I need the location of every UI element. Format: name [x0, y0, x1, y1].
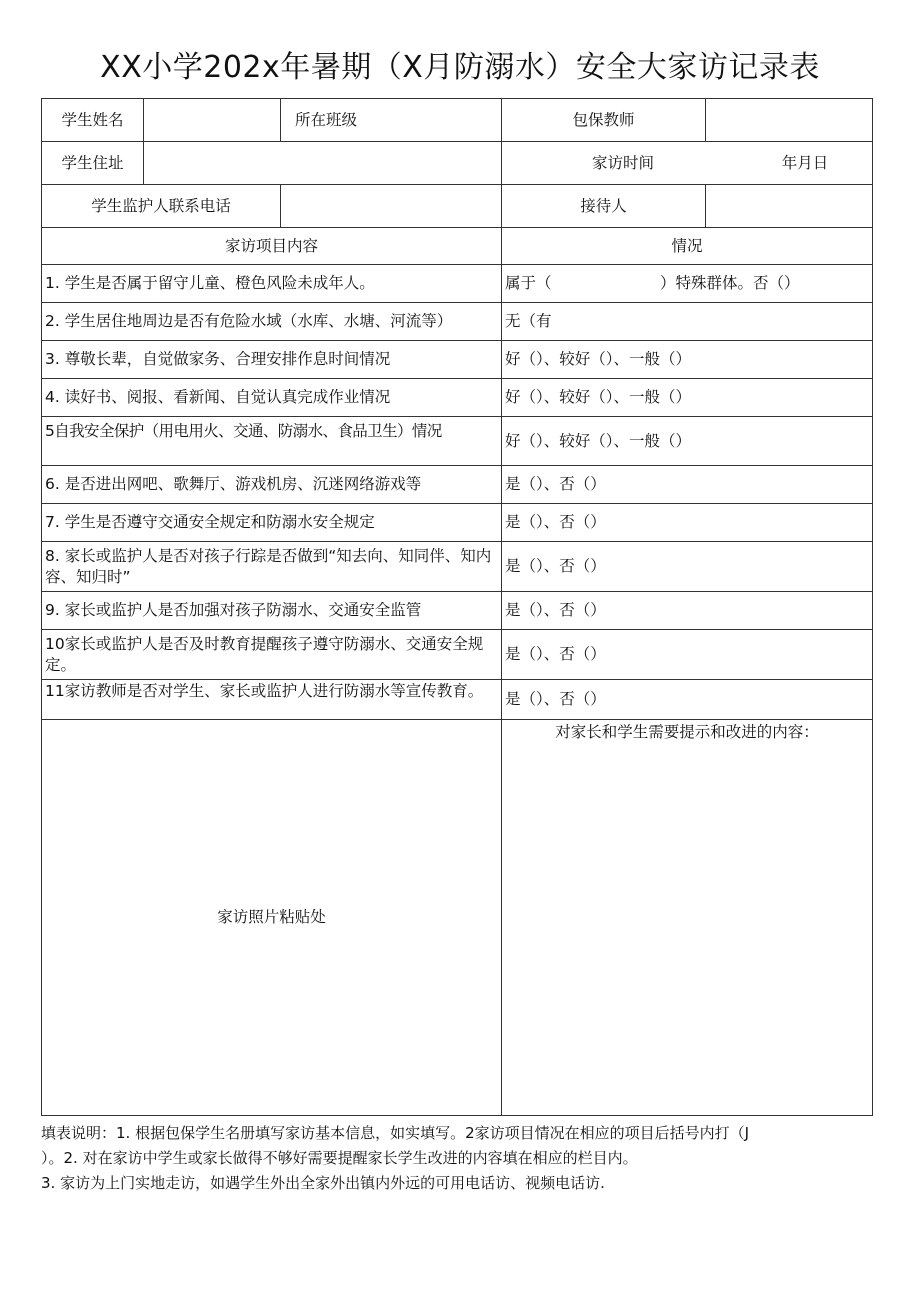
receiver-field[interactable] [706, 185, 873, 228]
item-status[interactable]: 无（有 [502, 303, 873, 341]
improvement-notes-area[interactable]: 对家长和学生需要提示和改进的内容： [502, 720, 873, 1116]
items-header-row [42, 228, 873, 265]
item-status[interactable]: 是（）、否（） [502, 542, 873, 592]
item-status[interactable]: 是（）、否（） [502, 592, 873, 630]
item-content: 5自我安全保护（用电用火、交通、防溺水、食品卫生）情况 [42, 417, 502, 466]
photo-paste-area[interactable]: 家访照片粘贴处 [42, 720, 502, 1116]
item-content: 10家长或监护人是否及时教育提醒孩子遵守防溺水、交通安全规定。 [42, 630, 502, 680]
receiver-label: 接待人 [502, 185, 706, 228]
guardian-phone-label: 学生监护人联系电话 [42, 185, 281, 228]
item-status[interactable]: 是（）、否（） [502, 504, 873, 542]
student-name-label: 学生姓名 [42, 99, 144, 142]
address-label: 学生住址 [42, 142, 144, 185]
item-row [42, 630, 873, 680]
item-content: 1. 学生是否属于留守儿童、橙色风险未成年人。 [42, 265, 502, 303]
header-row-3 [42, 185, 873, 228]
item-row [42, 265, 873, 303]
item-row [42, 680, 873, 720]
header-row-2 [42, 142, 873, 185]
class-label: 所在班级 [281, 99, 502, 142]
address-field[interactable] [144, 142, 502, 185]
item-row [42, 303, 873, 341]
item-status[interactable]: 好（）、较好（）、一般（） [502, 341, 873, 379]
item-row [42, 504, 873, 542]
item-status[interactable]: 是（）、否（） [502, 466, 873, 504]
item-row [42, 341, 873, 379]
item-status[interactable]: 属于（ ）特殊群体。否（） [502, 265, 873, 303]
visit-time-cell[interactable] [502, 142, 873, 185]
item-content-text: 11家访教师是否对学生、家长或监护人进行防溺水等宣传教育。 [45, 682, 484, 700]
item-status[interactable]: 好（）、较好（）、一般（） [502, 379, 873, 417]
item-content: 9. 家长或监护人是否加强对孩子防溺水、交通安全监管 [42, 592, 502, 630]
item-row [42, 379, 873, 417]
item-row [42, 466, 873, 504]
header-row-1 [42, 99, 873, 142]
item-row [42, 417, 873, 466]
instruction-line: 填表说明：1. 根据包保学生名册填写家访基本信息，如实填写。2家访项目情况在相应的项目后括号内打（J [41, 1124, 750, 1142]
item-row [42, 542, 873, 592]
instruction-line: 3. 家访为上门实地走访，如遇学生外出全家外出镇内外远的可用电话访、视频电话访. [41, 1174, 605, 1192]
item-content: 2. 学生居住地周边是否有危险水域（水库、水塘、河流等） [42, 303, 502, 341]
page-title: XX小学202x年暑期（X月防溺水）安全大家访记录表 [100, 50, 820, 85]
items-content-header: 家访项目内容 [42, 228, 502, 265]
instruction-line: ）。2. 对在家访中学生或家长做得不够好需要提醒家长学生改进的内容填在相应的栏目内。 [41, 1149, 638, 1167]
item-row [42, 592, 873, 630]
bottom-area-row [42, 720, 873, 1116]
item-status[interactable]: 是（）、否（） [502, 680, 873, 720]
item-status[interactable]: 是（）、否（） [502, 630, 873, 680]
items-status-header: 情况 [502, 228, 873, 265]
item-status[interactable]: 好（）、较好（）、一般（） [502, 417, 873, 466]
student-name-field[interactable] [144, 99, 281, 142]
item-content: 7. 学生是否遵守交通安全规定和防溺水安全规定 [42, 504, 502, 542]
guardian-phone-field[interactable] [281, 185, 502, 228]
visit-time-label: 家访时间 [592, 153, 655, 172]
visit-record-table [41, 98, 873, 1116]
visit-time-value: 年月日 [781, 153, 829, 172]
item-content: 4. 读好书、阅报、看新闻、自觉认真完成作业情况 [42, 379, 502, 417]
item-content: 8. 家长或监护人是否对孩子行踪是否做到“知去向、知同伴、知内容、知归时” [42, 542, 502, 592]
item-content [42, 680, 502, 720]
teacher-field[interactable] [706, 99, 873, 142]
item-content: 6. 是否进出网吧、歌舞厅、游戏机房、沉迷网络游戏等 [42, 466, 502, 504]
teacher-label: 包保教师 [502, 99, 706, 142]
fill-instructions [41, 1121, 872, 1196]
item-content: 3. 尊敬长辈，自觉做家务、合理安排作息时间情况 [42, 341, 502, 379]
